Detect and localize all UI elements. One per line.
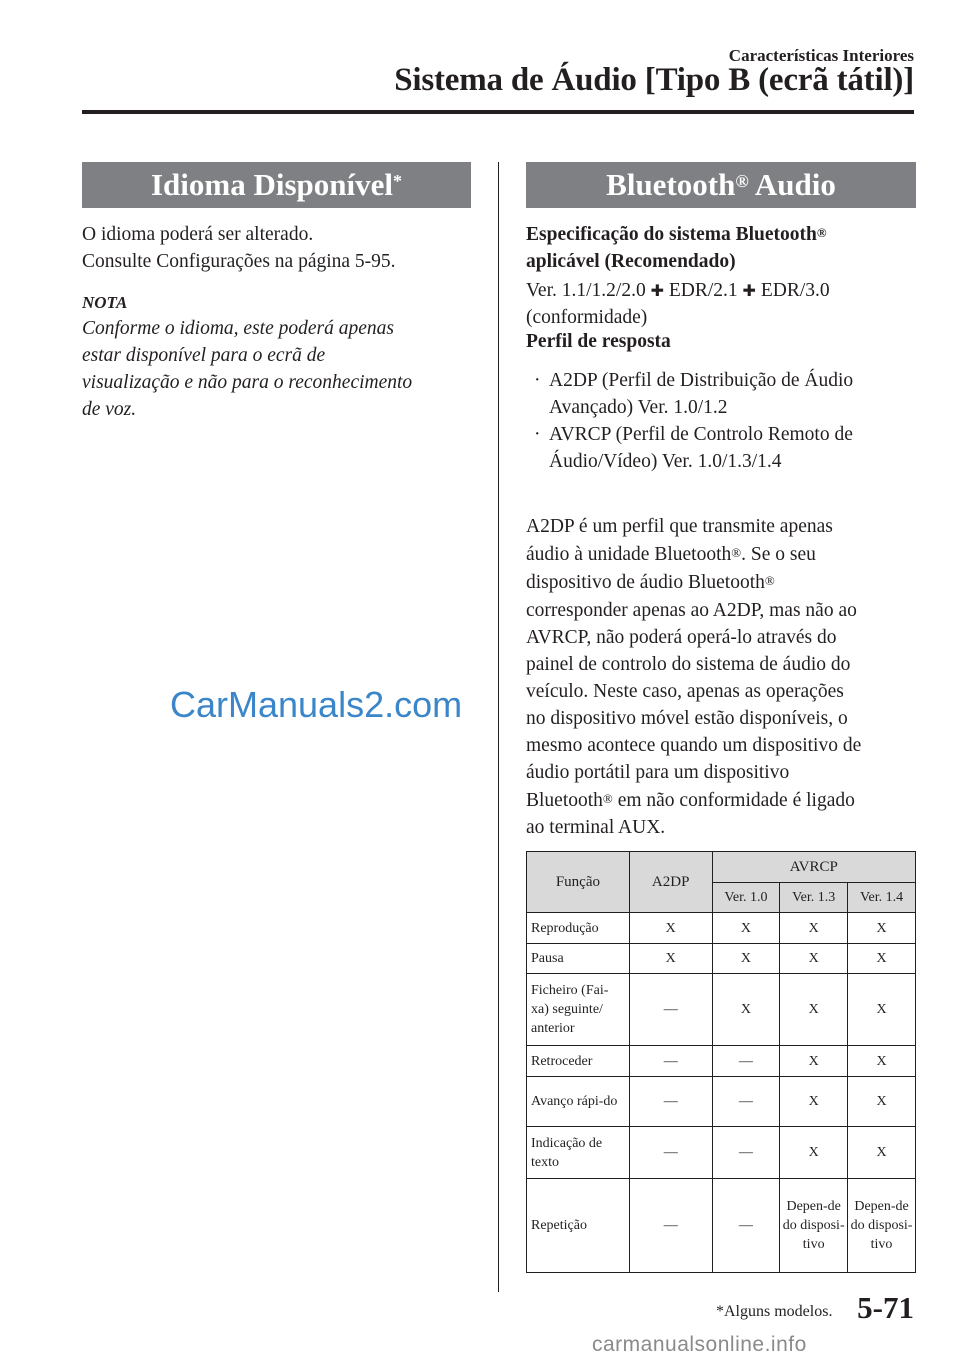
table-row bbox=[527, 1046, 916, 1077]
cell-a2dp: X bbox=[629, 944, 712, 974]
profile-title: Perfil de resposta bbox=[526, 331, 671, 352]
cell-v10: X bbox=[712, 974, 780, 1046]
cell-v10: — bbox=[712, 1127, 780, 1179]
paragraph-line: mesmo acontece quando um dispositivo de bbox=[526, 735, 862, 756]
left-line-1: O idioma poderá ser alterado. bbox=[82, 224, 314, 245]
paragraph-line: veículo. Neste caso, apenas as operações bbox=[526, 681, 844, 702]
cell-v10: — bbox=[712, 1046, 780, 1077]
page-title: Sistema de Áudio [Tipo B (ecrã tátil)] bbox=[394, 62, 914, 98]
cell-function: Reprodução bbox=[527, 913, 630, 944]
header-rule bbox=[82, 110, 914, 114]
header-a2dp: A2DP bbox=[629, 852, 712, 913]
heading-text: Idioma Disponível bbox=[150, 167, 394, 202]
cell-v10: — bbox=[712, 1179, 780, 1273]
cell-v14: X bbox=[848, 1077, 916, 1127]
page-number: 5-71 bbox=[857, 1290, 914, 1325]
header-ver-1-0: Ver. 1.0 bbox=[712, 883, 780, 913]
paragraph-line: dispositivo de áudio Bluetooth® bbox=[526, 572, 775, 593]
heading-bluetooth-audio bbox=[526, 162, 916, 208]
paragraph-line: painel de controlo do sistema de áudio do bbox=[526, 654, 851, 675]
note-label: NOTA bbox=[82, 293, 128, 312]
cell-v14: Depen-de do disposi-tivo bbox=[848, 1179, 916, 1273]
cell-a2dp: — bbox=[629, 974, 712, 1046]
section-label: Características Interiores bbox=[728, 46, 914, 65]
heading-idioma-disponivel bbox=[82, 162, 471, 208]
cell-function: Indicação de texto bbox=[527, 1127, 630, 1179]
watermark-logo: CarManuals2.com bbox=[170, 684, 463, 725]
spec-title-line-2: aplicável (Recomendado) bbox=[526, 251, 736, 272]
heading-text-tail: Audio bbox=[748, 167, 836, 202]
cell-v14: X bbox=[848, 974, 916, 1046]
bullet-line: A2DP (Perfil de Distribuição de Áudio bbox=[549, 370, 854, 391]
footnote: *Alguns modelos. bbox=[716, 1303, 833, 1320]
cell-function: Ficheiro (Fai-xa) seguinte/ anterior bbox=[527, 974, 630, 1046]
header-ver-1-3: Ver. 1.3 bbox=[780, 883, 848, 913]
table-row bbox=[527, 1077, 916, 1127]
bullet-icon: · bbox=[534, 370, 541, 391]
bullet-icon: · bbox=[534, 424, 541, 445]
cell-v13: X bbox=[780, 913, 848, 944]
table-row bbox=[527, 944, 916, 974]
cell-v14: X bbox=[848, 1127, 916, 1179]
paragraph-line: no dispositivo móvel estão disponíveis, o bbox=[526, 708, 848, 729]
asterisk-mark: * bbox=[393, 171, 403, 191]
cell-function: Pausa bbox=[527, 944, 630, 974]
paragraph-line: Bluetooth® em não conformidade é ligado bbox=[526, 790, 855, 811]
bullet-line: Áudio/Vídeo) Ver. 1.0/1.3/1.4 bbox=[549, 451, 782, 472]
table-row bbox=[527, 913, 916, 944]
cell-v10: X bbox=[712, 944, 780, 974]
cell-a2dp: X bbox=[629, 913, 712, 944]
compatibility-table bbox=[526, 851, 916, 1273]
heading-text: Bluetooth bbox=[606, 167, 736, 202]
cell-a2dp: — bbox=[629, 1179, 712, 1273]
cell-function: Repetição bbox=[527, 1179, 630, 1273]
footer-watermark: carmanualsonline.info bbox=[592, 1333, 807, 1356]
paragraph-line: ao terminal AUX. bbox=[526, 817, 666, 838]
column-divider bbox=[498, 162, 499, 1292]
header-ver-1-4: Ver. 1.4 bbox=[848, 883, 916, 913]
cell-v14: X bbox=[848, 1046, 916, 1077]
note-line: estar disponível para o ecrã de bbox=[82, 345, 326, 366]
cell-a2dp: — bbox=[629, 1127, 712, 1179]
cell-v13: X bbox=[780, 1127, 848, 1179]
paragraph-line: AVRCP, não poderá operá-lo através do bbox=[526, 627, 837, 648]
paragraph-line: áudio à unidade Bluetooth®. Se o seu bbox=[526, 544, 816, 565]
cell-v14: X bbox=[848, 944, 916, 974]
plus-icon: ✚ bbox=[650, 283, 664, 300]
plus-icon: ✚ bbox=[742, 283, 756, 300]
cell-v13: X bbox=[780, 1046, 848, 1077]
cell-v13: X bbox=[780, 974, 848, 1046]
cell-a2dp: — bbox=[629, 1077, 712, 1127]
registered-mark: ® bbox=[735, 171, 749, 191]
note-line: visualização e não para o reconhecimento bbox=[82, 372, 413, 393]
cell-v13: X bbox=[780, 944, 848, 974]
table-row bbox=[527, 974, 916, 1046]
left-line-2: Consulte Configurações na página 5-95. bbox=[82, 251, 396, 272]
spec-title-line-1: Especificação do sistema Bluetooth® bbox=[526, 224, 827, 245]
header-avrcp: AVRCP bbox=[712, 852, 915, 883]
note-line: de voz. bbox=[82, 399, 137, 420]
table-row bbox=[527, 1127, 916, 1179]
paragraph-line: áudio portátil para um dispositivo bbox=[526, 762, 790, 783]
paragraph-line: corresponder apenas ao A2DP, mas não ao bbox=[526, 600, 857, 621]
cell-v10: — bbox=[712, 1077, 780, 1127]
cell-v10: X bbox=[712, 913, 780, 944]
header-funcao: Função bbox=[527, 852, 630, 913]
version-line-2: (conformidade) bbox=[526, 307, 648, 328]
cell-v13: Depen-de do disposi-tivo bbox=[780, 1179, 848, 1273]
cell-function: Avanço rápi-do bbox=[527, 1077, 630, 1127]
bullet-line: AVRCP (Perfil de Controlo Remoto de bbox=[549, 424, 853, 445]
cell-v13: X bbox=[780, 1077, 848, 1127]
cell-v14: X bbox=[848, 913, 916, 944]
bullet-line: Avançado) Ver. 1.0/1.2 bbox=[549, 397, 728, 418]
version-line: Ver. 1.1/1.2/2.0 ✚ EDR/2.1 ✚ EDR/3.0 bbox=[526, 280, 830, 301]
cell-a2dp: — bbox=[629, 1046, 712, 1077]
paragraph-line: A2DP é um perfil que transmite apenas bbox=[526, 516, 833, 537]
note-line: Conforme o idioma, este poderá apenas bbox=[82, 318, 394, 339]
table-row bbox=[527, 1179, 916, 1273]
cell-function: Retroceder bbox=[527, 1046, 630, 1077]
